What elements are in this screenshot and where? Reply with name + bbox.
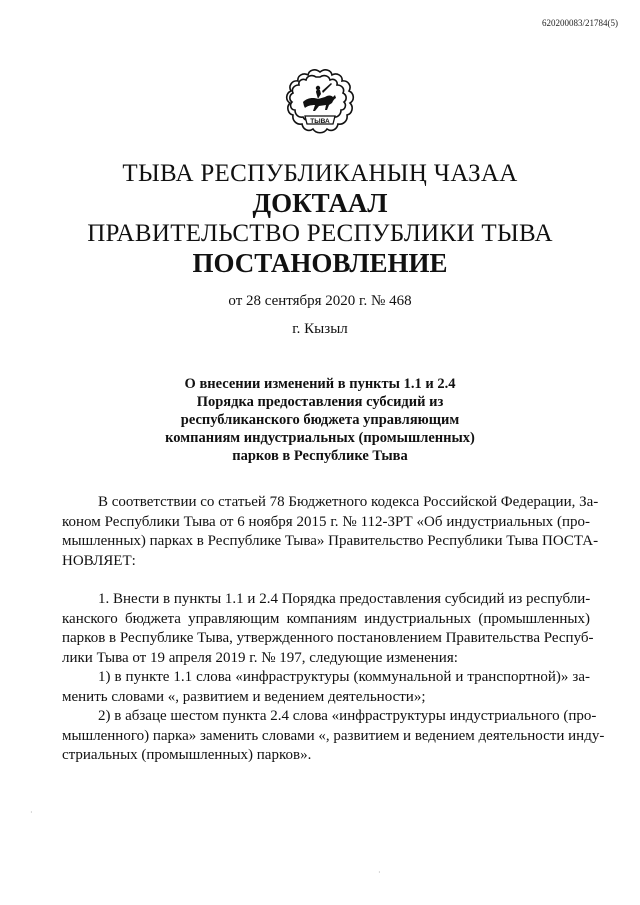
tuva-document-type: ДОКТААЛ: [252, 188, 388, 218]
text-line: менить словами «, развитием и ведением деятельности»;: [62, 688, 426, 705]
paragraph-gap: [62, 571, 590, 590]
title-line: компаниям индустриальных (промышленных): [165, 430, 475, 446]
subitem-1-paragraph: [62, 668, 590, 707]
text-line: парков в Республике Тыва, утвержденного постановлением Правительства Респуб-: [62, 630, 594, 646]
title-line: парков в Республике Тыва: [232, 448, 408, 464]
russian-document-type: ПОСТАНОВЛЕНИЕ: [192, 248, 448, 278]
title-line: Порядка предоставления субсидий из: [196, 394, 444, 410]
title-line: О внесении изменений в пункты 1.1 и 2.4: [184, 376, 456, 392]
text-line: В соответствии со статьей 78 Бюджетного кодекса Российской Федерации, За-: [98, 494, 599, 510]
text-line: 2) в абзаце шестом пункта 2.4 слова «инфраструктуры индустриального (про-: [98, 708, 597, 724]
item-1-paragraph: [62, 590, 594, 668]
text-line: 1. Внести в пункты 1.1 и 2.4 Порядка предоставления субсидий из республи-: [98, 591, 591, 607]
text-line: НОВЛЯЕТ:: [62, 552, 136, 569]
text-line: мышленного) парка» заменить словами «, развитием и ведением деятельности инду-: [62, 727, 605, 744]
text-line: стриальных (промышленных) парков».: [62, 747, 312, 763]
document-body: [62, 493, 605, 766]
preamble-paragraph: [62, 493, 599, 571]
scan-speck: ·: [378, 868, 381, 877]
emblem-inscription: ТЫВА: [310, 118, 330, 125]
tuva-coat-of-arms-icon: [285, 68, 355, 142]
text-line: коном Республики Тыва от 6 ноября 2015 г. № 112-ЗРТ «Об индустриальных (про-: [62, 513, 590, 530]
text-line: канского бюджета управляющим компаниям индустриальных (промышленных): [62, 610, 590, 627]
text-line: 1) в пункте 1.1 слова «инфраструктуры (коммунальной и транспортной)» за-: [98, 669, 590, 685]
text-line: мышленных) парках в Республике Тыва» Правительство Республики Тыва ПОСТА-: [62, 533, 599, 549]
title-line: республиканского бюджета управляющим: [180, 412, 460, 428]
document-title: [160, 375, 480, 465]
document-city: г. Кызыл: [292, 321, 348, 337]
tuva-government-heading: ТЫВА РЕСПУБЛИКАНЫҢ ЧАЗАА: [122, 160, 518, 187]
text-line: лики Тыва от 19 апреля 2019 г. № 197, следующие изменения:: [62, 649, 458, 666]
scan-speck: ·: [30, 808, 33, 817]
document-code: 620200083/21784(5): [542, 18, 618, 28]
subitem-2-paragraph: [62, 707, 605, 766]
document-date-number: от 28 сентября 2020 г. № 468: [228, 293, 412, 309]
russian-government-heading: ПРАВИТЕЛЬСТВО РЕСПУБЛИКИ ТЫВА: [87, 220, 553, 247]
